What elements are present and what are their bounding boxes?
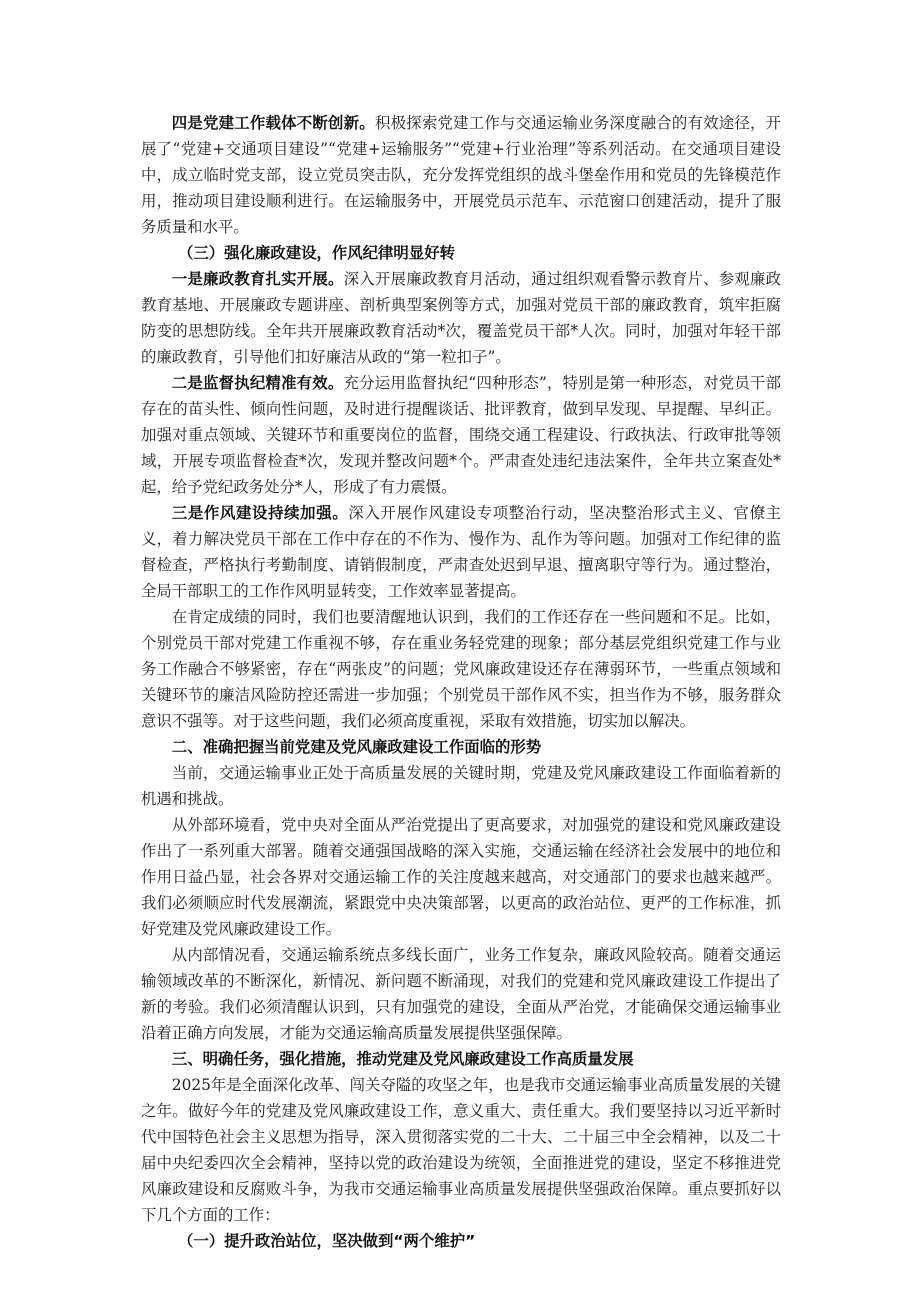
paragraph-2025-goals: 2025年是全面深化改革、闯关夺隘的攻坚之年，也是我市交通运输事业高质量发展的关键之年。做好今年的党建及党风廉政建设工作，意义重大、责任重大。我们要坚持以习近平新时代中国特色社会主义思想为指导，深入贯彻落实党的二十大、二十届三中全会精神，以及二十届中央纪委四次全会精神，坚持以党的政治建设为统领，全面推进党的建设，坚定不移推进党风廉政建设和反腐败斗争，为我市交通运输事业高质量发展提供坚强政治保障。重点要抓好以下几个方面的工作：: [141, 1076, 781, 1224]
section-heading-integrity: （三）强化廉政建设，作风纪律明显好转: [177, 244, 455, 262]
paragraph-work-style: [141, 500, 781, 604]
section-heading-political-stand: （一）提升政治站位，坚决做到“两个维护”: [177, 1232, 476, 1250]
paragraph-carrier-innovation: [141, 110, 781, 240]
paragraph-lead: 三是作风建设持续加强。: [171, 504, 349, 522]
paragraph-lead: 一是廉政教育扎实开展。: [171, 270, 344, 288]
part-heading-tasks: 三、明确任务，强化措施，推动党建及党风廉政建设工作高质量发展: [171, 1050, 634, 1068]
paragraph-shortcomings: 在肯定成绩的同时，我们也要清醒地认识到，我们的工作还存在一些问题和不足。比如，个别党员干部对党建工作重视不够，存在重业务轻党建的现象；部分基层党组织党建工作与业务工作融合不够紧密，存在“两张皮”的问题；党风廉政建设还存在薄弱环节，一些重点领域和关键环节的廉洁风险防控还需进一步加强；个别党员干部作风不实，担当作为不够，服务群众意识不强等。对于这些问题，我们必须高度重视，采取有效措施，切实加以解决。: [141, 608, 781, 730]
paragraph-lead: 二是监督执纪精准有效。: [171, 374, 344, 392]
paragraph-current-period: 当前，交通运输事业正处于高质量发展的关键时期，党建及党风廉政建设工作面临着新的机遇和挑战。: [141, 764, 781, 808]
paragraph-body: 充分运用监督执纪“四种形态”，特别是第一种形态，对党员干部存在的苗头性、倾向性问题，及时进行提醒谈话、批评教育，做到早发现、早提醒、早纠正。加强对重点领域、关键环节和重要岗位的监督，围绕交通工程建设、行政执法、行政审批等领域，开展专项监督检查*次，发现并整改问题*个。严肃查处违纪违法案件，全年共立案查处*起，给予党纪政务处分*人，形成了有力震慑。: [141, 374, 781, 496]
part-heading-situation: 二、准确把握当前党建及党风廉政建设工作面临的形势: [171, 738, 542, 756]
paragraph-integrity-education: [141, 266, 781, 370]
paragraph-body: 积极探索党建工作与交通运输业务深度融合的有效途径，开展了“党建+交通项目建设”“党建+运输服务”“党建+行业治理”等系列活动。在交通项目建设中，成立临时党支部，设立党员突击队，充分发挥党组织的战斗堡垒作用和党员的先锋模范作用，推动项目建设顺利进行。在运输服务中，开展党员示范车、示范窗口创建活动，提升了服务质量和水平。: [141, 114, 781, 236]
paragraph-lead: 四是党建工作载体不断创新。: [171, 114, 375, 132]
paragraph-body: 深入开展作风建设专项整治行动，坚决整治形式主义、官僚主义，着力解决党员干部在工作中存在的不作为、慢作为、乱作为等问题。加强对工作纪律的监督检查，严格执行考勤制度、请销假制度，严肃查处迟到早退、擅离职守等行为。通过整治，全局干部职工的工作作风明显转变，工作效率显著提高。: [141, 504, 781, 600]
paragraph-internal-situation: 从内部情况看，交通运输系统点多线长面广，业务工作复杂，廉政风险较高。随着交通运输领域改革的不断深化，新情况、新问题不断涌现，对我们的党建和党风廉政建设工作提出了新的考验。我们必须清醒认识到，只有加强党的建设，全面从严治党，才能确保交通运输事业沿着正确方向发展，才能为交通运输高质量发展提供坚强保障。: [141, 946, 781, 1042]
paragraph-body: 深入开展廉政教育月活动，通过组织观看警示教育片、参观廉政教育基地、开展廉政专题讲座、剖析典型案例等方式，加强对党员干部的廉政教育，筑牢拒腐防变的思想防线。全年共开展廉政教育活动*次，覆盖党员干部*人次。同时，加强对年轻干部的廉政教育，引导他们扣好廉洁从政的“第一粒扣子”。: [141, 270, 781, 366]
paragraph-external-environment: 从外部环境看，党中央对全面从严治党提出了更高要求，对加强党的建设和党风廉政建设作出了一系列重大部署。随着交通强国战略的深入实施，交通运输在经济社会发展中的地位和作用日益凸显，社会各界对交通运输工作的关注度越来越高，对交通部门的要求也越来越严。我们必须顺应时代发展潮流，紧跟党中央决策部署，以更高的政治站位、更严的工作标准，抓好党建及党风廉政建设工作。: [141, 816, 781, 938]
paragraph-supervision: [141, 370, 781, 500]
